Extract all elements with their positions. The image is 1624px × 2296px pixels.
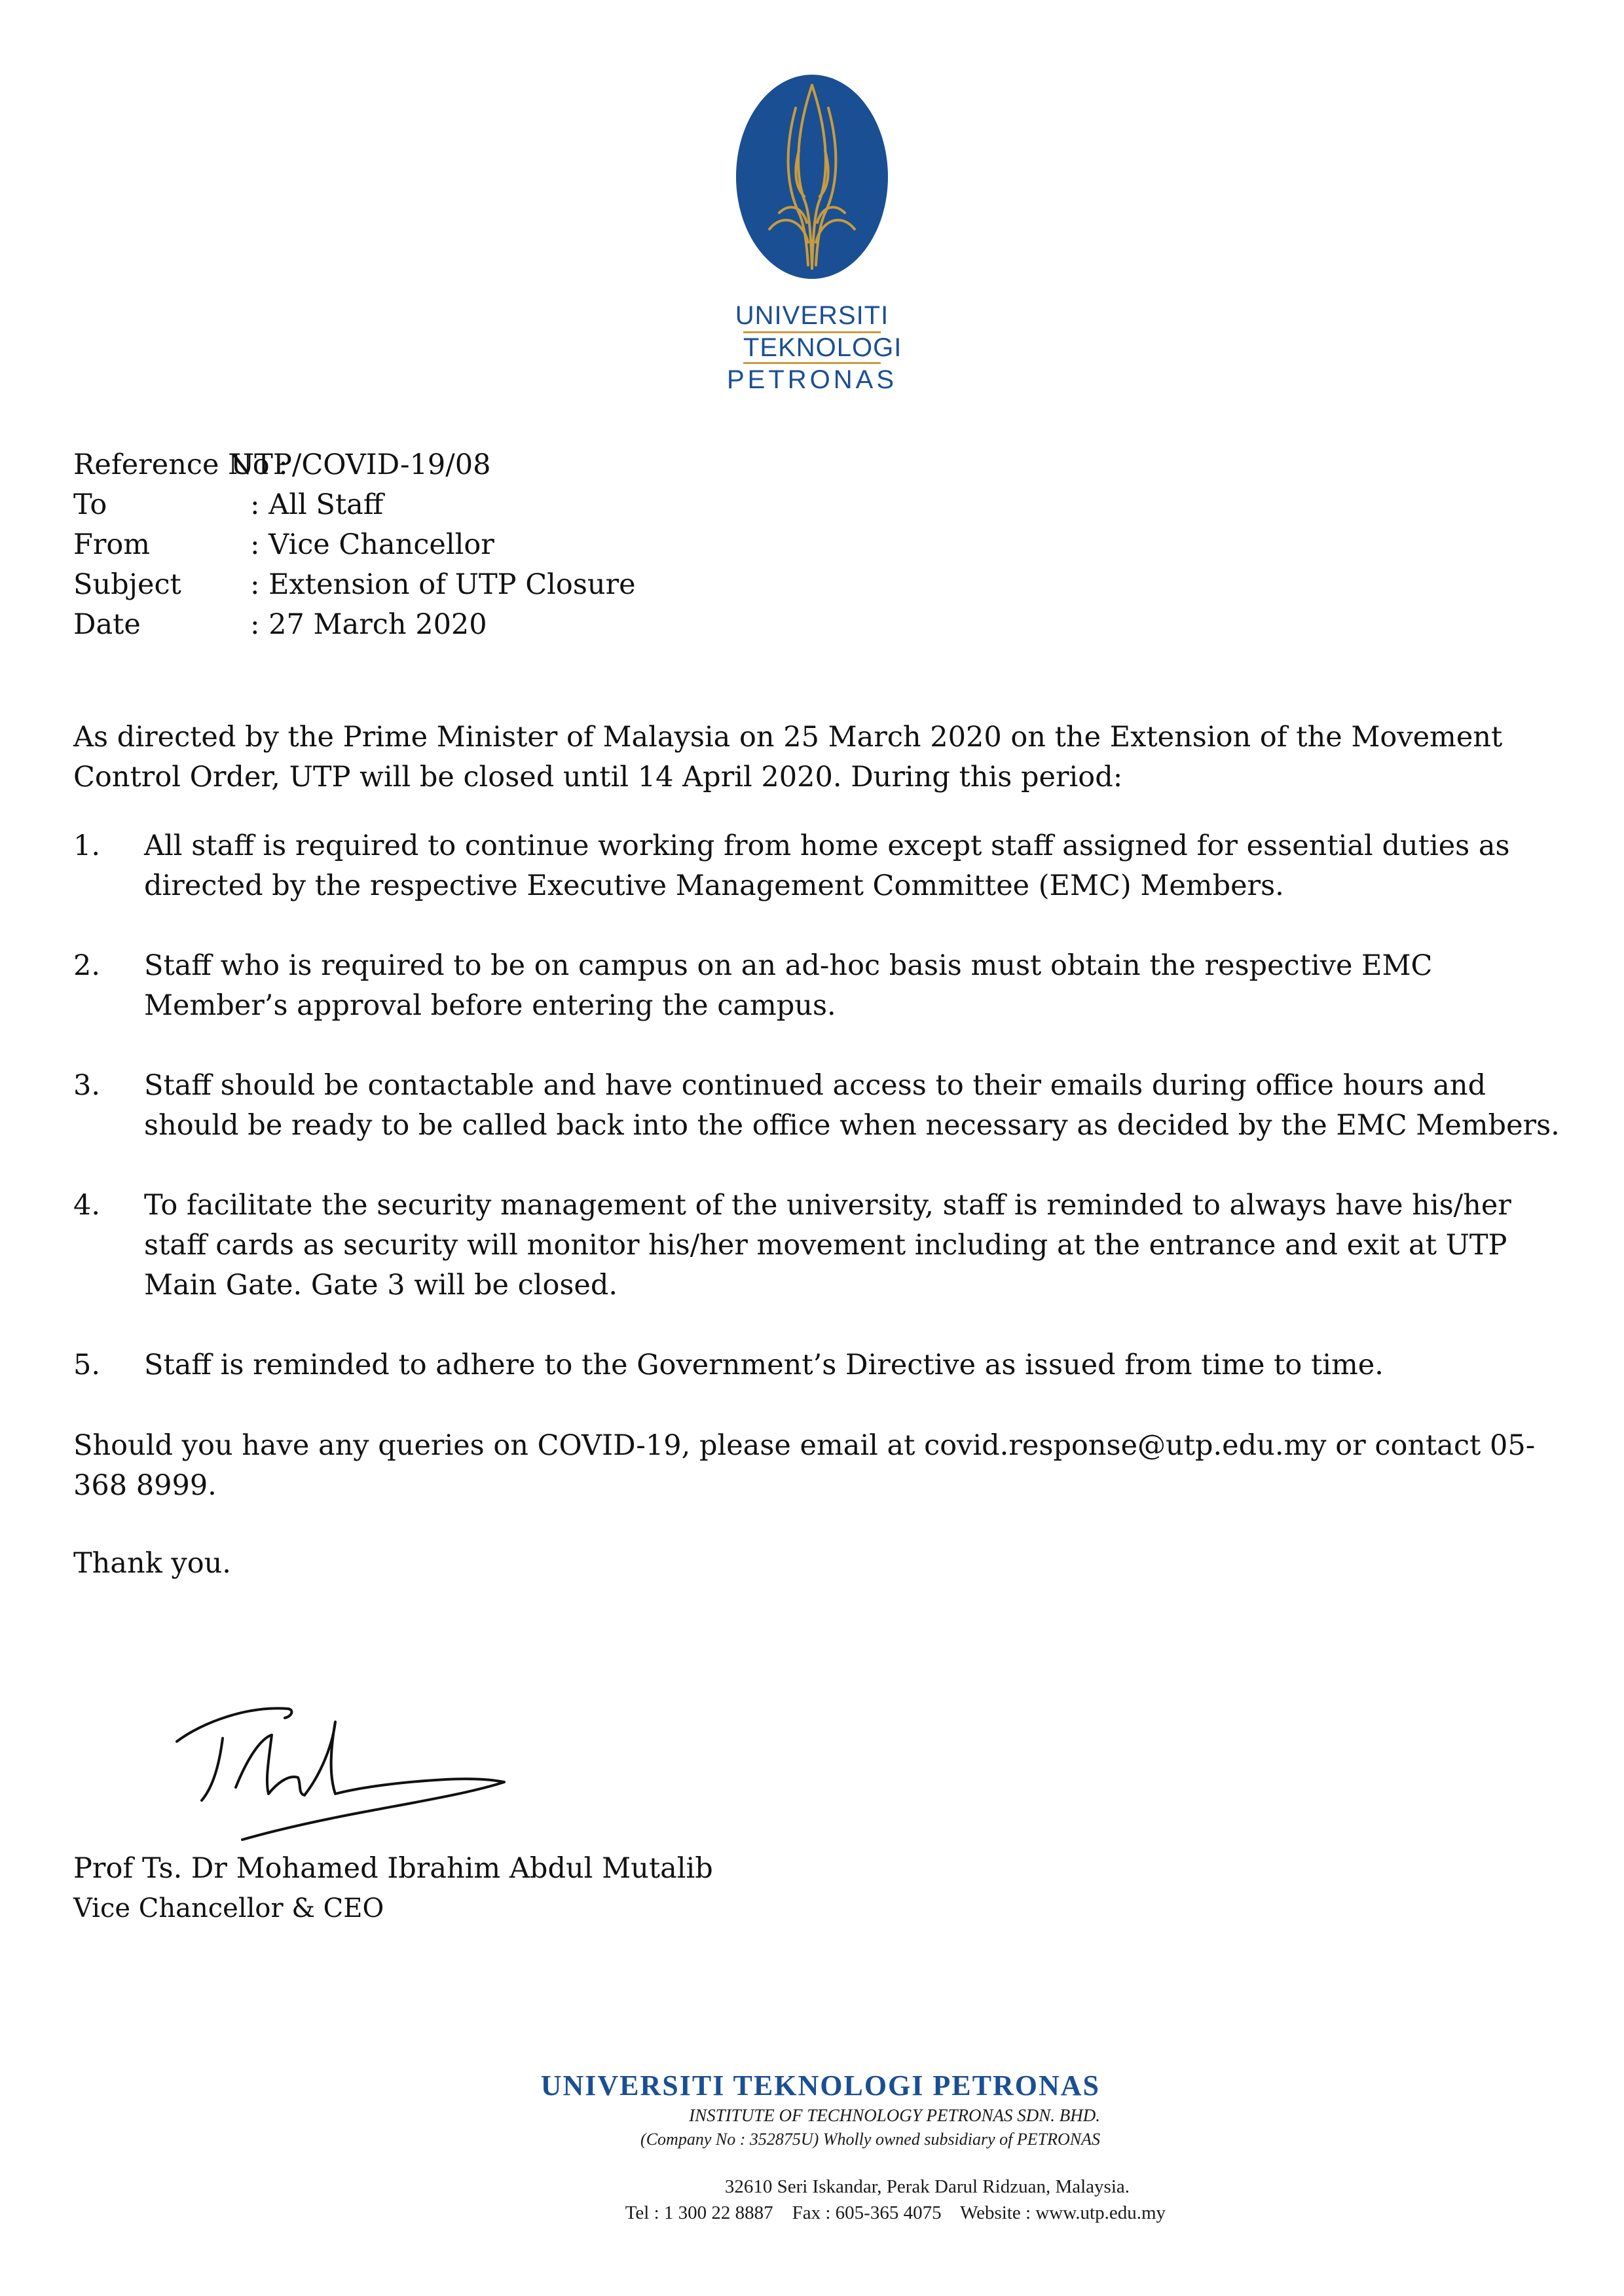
subject-value: : Extension of UTP Closure bbox=[250, 568, 636, 601]
list-item bbox=[73, 1345, 1560, 1385]
logo-line-universiti: UNIVERSITI bbox=[735, 301, 889, 330]
intro-paragraph: As directed by the Prime Minister of Malaysia on 25 March 2020 on the Extension of the Movement Control Order, UTP will be closed until 14 April 2020. During this period: bbox=[73, 721, 1503, 793]
reference-value: UTP/COVID-19/08 bbox=[231, 448, 491, 481]
memo-row-subject bbox=[73, 565, 636, 605]
footer bbox=[458, 2069, 1166, 2226]
list-text: To facilitate the security management of the university, staff is reminded to always have his/her staff cards as security will monitor his/her movement including at the entrance and exit at UTP Main Gate. Gate 3 will be closed. bbox=[144, 1189, 1511, 1302]
list-text: All staff is required to continue working from home except staff assigned for essential duties as directed by the respective Executive Management Committee (EMC) Members. bbox=[144, 829, 1510, 902]
list-item bbox=[73, 946, 1560, 1026]
footer-contact: Tel : 1 300 22 8887 Fax : 605-365 4075 Website : www.utp.edu.my bbox=[625, 2202, 1166, 2223]
footer-company: (Company No : 352875U) Wholly owned subsidiary of PETRONAS bbox=[640, 2130, 1100, 2149]
directive-list bbox=[73, 826, 1560, 1425]
memo-row-to bbox=[73, 485, 636, 525]
memo-header bbox=[73, 445, 636, 645]
to-value: : All Staff bbox=[250, 488, 384, 521]
logo-wordmark bbox=[707, 300, 917, 395]
list-number: 1. bbox=[73, 829, 101, 862]
logo-line-teknologi: TEKNOLOGI bbox=[743, 331, 881, 364]
utp-emblem-icon bbox=[733, 72, 891, 282]
list-text: Staff should be contactable and have continued access to their emails during office hours and should be ready to be called back into the office when necessary as decided by the EMC Members. bbox=[144, 1069, 1560, 1142]
list-item bbox=[73, 1186, 1560, 1305]
to-label: To bbox=[73, 488, 107, 521]
signatory-title: Vice Chancellor & CEO bbox=[73, 1893, 384, 1923]
signatory-name: Prof Ts. Dr Mohamed Ibrahim Abdul Mutalib bbox=[73, 1852, 713, 1885]
memo-row-reference bbox=[73, 445, 636, 485]
logo-line-petronas: PETRONAS bbox=[726, 365, 898, 394]
from-value: : Vice Chancellor bbox=[250, 528, 494, 561]
list-item bbox=[73, 1066, 1560, 1146]
list-text: Staff is reminded to adhere to the Government’s Directive as issued from time to time. bbox=[144, 1349, 1384, 1381]
footer-address: 32610 Seri Iskandar, Perak Darul Ridzuan, Malaysia. bbox=[724, 2176, 1130, 2197]
list-text: Staff who is required to be on campus on an ad-hoc basis must obtain the respective EMC Member’s approval before entering the campus. bbox=[144, 949, 1433, 1022]
list-number: 3. bbox=[73, 1069, 101, 1102]
memo-row-date bbox=[73, 605, 636, 645]
handwritten-signature bbox=[164, 1702, 557, 1859]
memo-row-from bbox=[73, 525, 636, 565]
from-label: From bbox=[73, 528, 151, 561]
list-item bbox=[73, 826, 1560, 906]
list-number: 4. bbox=[73, 1189, 101, 1222]
list-number: 2. bbox=[73, 949, 101, 982]
queries-paragraph: Should you have any queries on COVID-19, please email at covid.response@utp.edu.my or contact 05-368 8999. bbox=[73, 1429, 1536, 1502]
subject-label: Subject bbox=[73, 568, 181, 601]
footer-org-name: UNIVERSITI TEKNOLOGI PETRONAS bbox=[540, 2069, 1100, 2102]
list-number: 5. bbox=[73, 1349, 101, 1381]
thanks-line: Thank you. bbox=[73, 1547, 231, 1580]
footer-institute: INSTITUTE OF TECHNOLOGY PETRONAS SDN. BHD. bbox=[689, 2105, 1100, 2125]
date-value: : 27 March 2020 bbox=[250, 608, 487, 641]
reference-label: Reference No : bbox=[73, 448, 288, 481]
date-label: Date bbox=[73, 608, 141, 641]
